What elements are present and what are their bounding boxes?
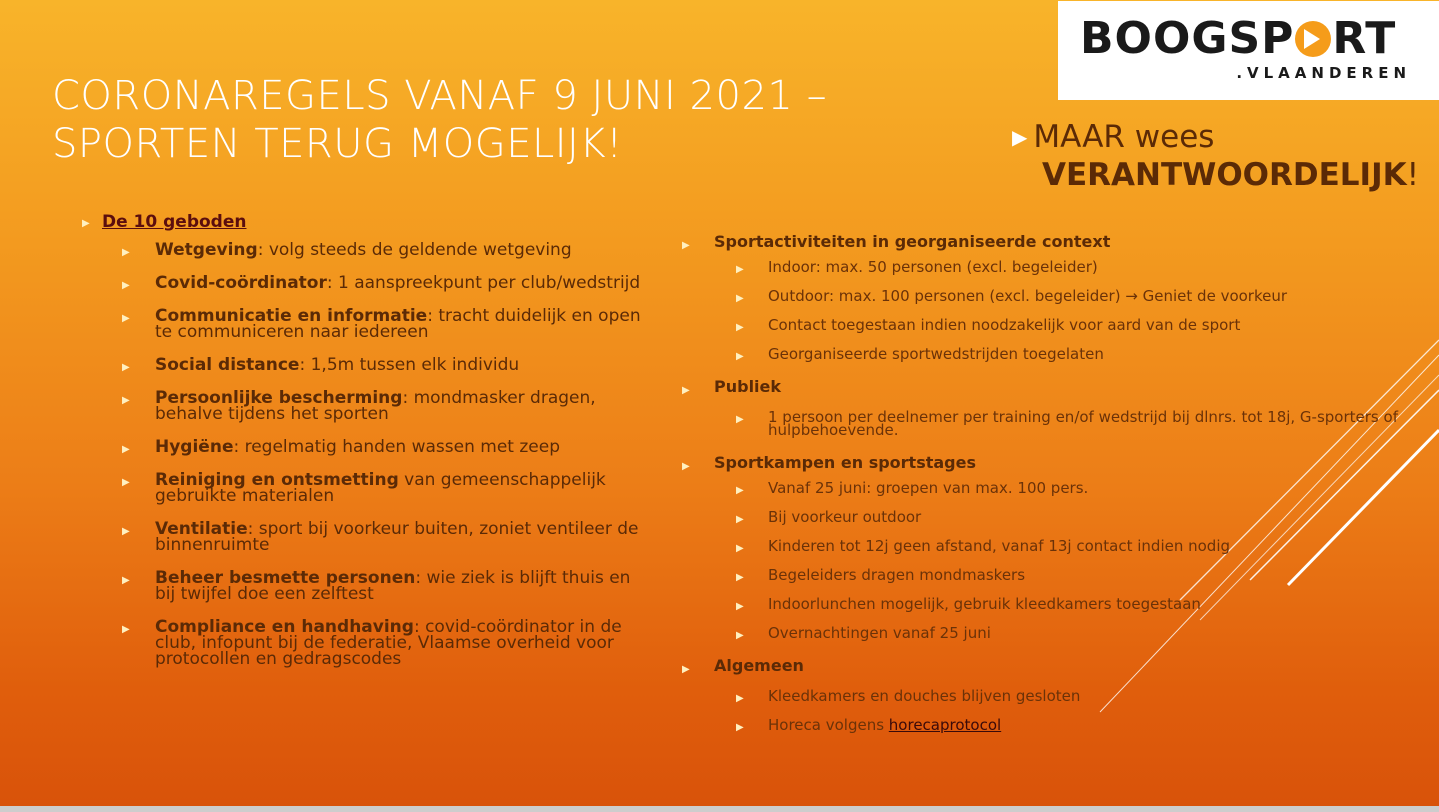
bullet-icon: ▶ bbox=[682, 385, 690, 396]
page-title bbox=[52, 72, 1012, 168]
bullet-icon: ▶ bbox=[736, 693, 744, 704]
list-item: ▶ Vanaf 25 juni: groepen van max. 100 pers. bbox=[736, 479, 1089, 497]
bullet-icon: ▶ bbox=[736, 351, 744, 362]
heading-link[interactable]: De 10 geboden bbox=[102, 212, 247, 232]
list-item: ▶ Georganiseerde sportwedstrijden toegelaten bbox=[736, 345, 1104, 363]
bullet-icon: ▶ bbox=[736, 485, 744, 496]
list-item: ▶ Indoorlunchen mogelijk, gebruik kleedkamers toegestaan bbox=[736, 595, 1201, 613]
bottom-border bbox=[0, 806, 1439, 812]
list-item: ▶ Covid-coördinator: 1 aanspreekpunt per club/wedstrijd bbox=[122, 273, 641, 293]
bullet-icon: ▶ bbox=[736, 572, 744, 583]
bullet-icon: ▶ bbox=[736, 514, 744, 525]
bullet-icon: ▶ bbox=[736, 414, 744, 425]
boogsport-logo bbox=[1058, 1, 1439, 100]
rules-list bbox=[82, 242, 642, 667]
list-item: ▶ Indoor: max. 50 personen (excl. begeleider) bbox=[736, 258, 1098, 276]
list-item: ▶ Wetgeving: volg steeds de geldende wetgeving bbox=[122, 240, 572, 260]
list-item: ▶ Reiniging en ontsmetting van gemeenschappelijk gebruikte materialen bbox=[122, 470, 606, 506]
bullet-icon: ▶ bbox=[736, 601, 744, 612]
bullet-icon: ▶ bbox=[736, 630, 744, 641]
list-item: ▶ Outdoor: max. 100 personen (excl. begeleider) → Geniet de voorkeur bbox=[736, 287, 1288, 305]
bullet-icon: ▶ bbox=[736, 322, 744, 333]
list-item: ▶ Kleedkamers en douches blijven gesloten bbox=[736, 687, 1081, 705]
list-item: ▶ Horeca volgens horecaprotocol bbox=[736, 716, 1002, 734]
callout-bold: VERANTWOORDELIJK bbox=[1042, 157, 1407, 193]
list-item: ▶ Compliance en handhaving: covid-coördinator in de club, infopunt bij de federatie, Vlaamse overheid voor protocollen en gedragscodes bbox=[122, 617, 622, 669]
bullet-icon: ▶ bbox=[122, 624, 130, 635]
list-item: ▶ Beheer besmette personen: wie ziek is blijft thuis en bij twijfel doe een zelftest bbox=[122, 568, 631, 604]
left-column bbox=[82, 212, 642, 684]
bullet-icon: ▶ bbox=[122, 444, 130, 455]
list-item: ▶ Begeleiders dragen mondmaskers bbox=[736, 566, 1026, 584]
bullet-icon: ▶ bbox=[122, 313, 130, 324]
bullet-icon: ▶ bbox=[736, 293, 744, 304]
callout-suffix: ! bbox=[1406, 157, 1420, 193]
list-item: ▶ Social distance: 1,5m tussen elk individu bbox=[122, 355, 520, 375]
bullet-icon: ▶ bbox=[682, 240, 690, 251]
callout bbox=[1012, 118, 1432, 194]
bullet-icon: ▶ bbox=[122, 247, 130, 258]
list-item: ▶ Persoonlijke bescherming: mondmasker dragen, behalve tijdens het sporten bbox=[122, 388, 596, 424]
section-heading: ▶ Algemeen bbox=[682, 656, 1422, 676]
horecaprotocol-link[interactable]: horecaprotocol bbox=[888, 716, 1002, 734]
list-item: ▶ 1 persoon per deelnemer per training en/of wedstrijd bij dlnrs. tot 18j, G-sporters of hulpbehoevende. bbox=[736, 408, 1398, 439]
list-item: ▶ Communicatie en informatie: tracht duidelijk en open te communiceren naar iedereen bbox=[122, 306, 641, 342]
list-item: ▶ Contact toegestaan indien noodzakelijk voor aard van de sport bbox=[736, 316, 1241, 334]
left-heading bbox=[82, 212, 642, 232]
bullet-icon: ▶ bbox=[122, 280, 130, 291]
logo-wordmark: BOOGSP RT bbox=[1080, 13, 1397, 64]
bullet-icon: ▶ bbox=[122, 575, 130, 586]
callout-prefix: MAAR wees bbox=[1033, 119, 1215, 155]
bullet-icon: ▶ bbox=[122, 526, 130, 537]
list-item: ▶ Ventilatie: sport bij voorkeur buiten, zoniet ventileer de binnenruimte bbox=[122, 519, 639, 555]
section-heading: ▶ Sportkampen en sportstages bbox=[682, 453, 1422, 473]
title-line-2: SPORTEN TERUG MOGELIJK! bbox=[52, 121, 623, 167]
logo-arrow-icon bbox=[1295, 21, 1331, 57]
list-item: ▶ Bij voorkeur outdoor bbox=[736, 508, 922, 526]
bullet-icon: ▶ bbox=[736, 722, 744, 733]
list-item: ▶ Hygiëne: regelmatig handen wassen met zeep bbox=[122, 437, 560, 457]
list-item: ▶ Overnachtingen vanaf 25 juni bbox=[736, 624, 991, 642]
title-line-1: CORONAREGELS VANAF 9 JUNI 2021 – bbox=[52, 73, 828, 119]
bullet-icon: ▶ bbox=[122, 477, 130, 488]
bullet-icon: ▶ bbox=[122, 362, 130, 373]
right-column bbox=[682, 232, 1422, 748]
bullet-icon: ▶ bbox=[736, 264, 744, 275]
bullet-icon: ▶ bbox=[122, 395, 130, 406]
list-item: ▶ Kinderen tot 12j geen afstand, vanaf 13j contact indien nodig bbox=[736, 537, 1231, 555]
bullet-icon: ▶ bbox=[736, 543, 744, 554]
bullet-icon: ▶ bbox=[682, 461, 690, 472]
logo-subtitle: .VLAANDEREN bbox=[1236, 64, 1411, 82]
section-heading: ▶ Publiek bbox=[682, 377, 1422, 397]
section-heading: ▶ Sportactiviteiten in georganiseerde context bbox=[682, 232, 1422, 252]
bullet-icon: ▶ bbox=[682, 664, 690, 675]
bullet-icon: ▶ bbox=[82, 218, 90, 229]
callout-bullet-icon: ▶ bbox=[1012, 125, 1028, 149]
